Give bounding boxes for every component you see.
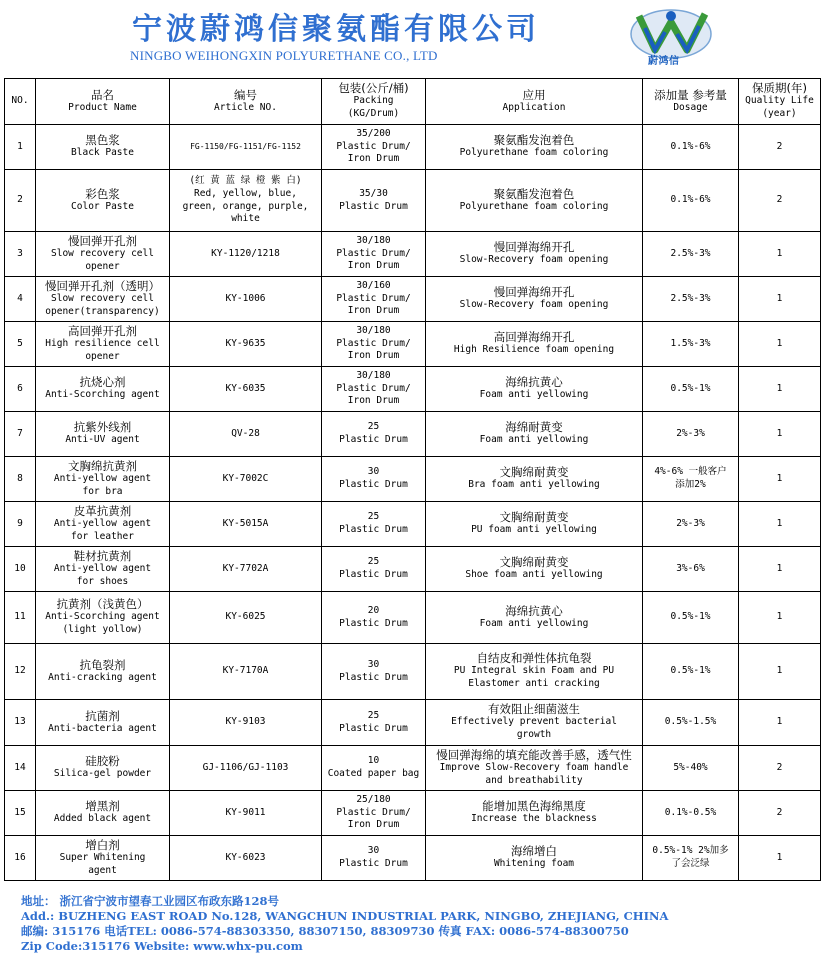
cell-packing: 10 Coated paper bag: [322, 746, 426, 791]
header-application: 应用 Application: [426, 79, 643, 125]
cell-application: 文胸绵耐黄变 Shoe foam anti yellowing: [426, 547, 643, 592]
cell-application: 高回弹海绵开孔 High Resilience foam opening: [426, 322, 643, 367]
footer-address-cn: 地址： 浙江省宁波市望春工业园区布政东路128号: [21, 894, 280, 908]
cell-application: 聚氨酯发泡着色 Polyurethane foam coloring: [426, 125, 643, 170]
header-dosage: 添加量 参考量 Dosage: [643, 79, 739, 125]
cell-no: 11: [5, 592, 36, 644]
cell-product-name: 抗龟裂剂 Anti-cracking agent: [36, 644, 170, 700]
cell-application: 能增加黑色海绵黑度 Increase the blackness: [426, 791, 643, 836]
table-row: [5, 367, 821, 412]
table-row: [5, 277, 821, 322]
cell-article-no: KY-6023: [170, 836, 322, 881]
cell-application: 海绵抗黄心 Foam anti yellowing: [426, 592, 643, 644]
company-name-cn: 宁波蔚鸿信聚氨酯有限公司: [132, 12, 540, 47]
cell-article-no: FG-1150/FG-1151/FG-1152: [170, 125, 322, 170]
cell-packing: 35/30 Plastic Drum: [322, 170, 426, 232]
cell-application: 海绵抗黄心 Foam anti yellowing: [426, 367, 643, 412]
cell-dosage: 2%-3%: [643, 502, 739, 547]
cell-application: 海绵耐黄变 Foam anti yellowing: [426, 412, 643, 457]
table-row: [5, 125, 821, 170]
cell-dosage: 5%-40%: [643, 746, 739, 791]
cell-product-name: 鞋材抗黄剂 Anti-yellow agent for shoes: [36, 547, 170, 592]
cell-application: 慢回弹海绵开孔 Slow-Recovery foam opening: [426, 277, 643, 322]
cell-dosage: 0.5%-1%: [643, 592, 739, 644]
cell-product-name: 高回弹开孔剂 High resilience cell opener: [36, 322, 170, 367]
cell-quality-life: 2: [739, 791, 821, 836]
cell-article-no: KY-6035: [170, 367, 322, 412]
cell-product-name: 慢回弹开孔剂 Slow recovery cell opener: [36, 232, 170, 277]
table-row: [5, 232, 821, 277]
cell-product-name: 文胸绵抗黄剂 Anti-yellow agent for bra: [36, 457, 170, 502]
cell-article-no: (红 黄 蓝 绿 橙 紫 白) Red, yellow, blue, green, orange, purple, white: [170, 170, 322, 232]
cell-application: 文胸绵耐黄变 PU foam anti yellowing: [426, 502, 643, 547]
cell-packing: 25/180 Plastic Drum/ Iron Drum: [322, 791, 426, 836]
cell-no: 8: [5, 457, 36, 502]
cell-quality-life: 2: [739, 125, 821, 170]
cell-dosage: 0.1%-6%: [643, 170, 739, 232]
cell-application: 海绵增白 Whitening foam: [426, 836, 643, 881]
cell-application: 自结皮和弹性体抗龟裂 PU Integral skin Foam and PU Elastomer anti cracking: [426, 644, 643, 700]
cell-packing: 25 Plastic Drum: [322, 502, 426, 547]
cell-quality-life: 1: [739, 700, 821, 746]
cell-product-name: 黑色浆 Black Paste: [36, 125, 170, 170]
cell-no: 13: [5, 700, 36, 746]
cell-application: 文胸绵耐黄变 Bra foam anti yellowing: [426, 457, 643, 502]
table-row: [5, 700, 821, 746]
cell-dosage: 4%-6% 一般客户 添加2%: [643, 457, 739, 502]
cell-article-no: KY-9011: [170, 791, 322, 836]
cell-packing: 30 Plastic Drum: [322, 457, 426, 502]
header: [0, 0, 825, 75]
footer-address-en: Add.: BUZHENG EAST ROAD No.128, WANGCHUN INDUSTRIAL PARK, NINGBO, ZHEJIANG, CHINA: [21, 909, 669, 923]
header-product-name: 品名 Product Name: [36, 79, 170, 125]
cell-packing: 20 Plastic Drum: [322, 592, 426, 644]
cell-article-no: KY-1120/1218: [170, 232, 322, 277]
cell-dosage: 2.5%-3%: [643, 232, 739, 277]
cell-article-no: KY-7170A: [170, 644, 322, 700]
cell-article-no: KY-7002C: [170, 457, 322, 502]
logo-text: 蔚鸿信: [648, 56, 680, 67]
cell-quality-life: 1: [739, 322, 821, 367]
cell-product-name: 增白剂 Super Whitening agent: [36, 836, 170, 881]
table-body: [5, 125, 821, 881]
cell-product-name: 抗黄剂（浅黄色） Anti-Scorching agent (light yollow): [36, 592, 170, 644]
header-article-no: 编号 Article NO.: [170, 79, 322, 125]
cell-no: 14: [5, 746, 36, 791]
cell-quality-life: 1: [739, 644, 821, 700]
cell-quality-life: 1: [739, 592, 821, 644]
table-header-row: [5, 79, 821, 125]
cell-dosage: 1.5%-3%: [643, 322, 739, 367]
cell-packing: 30 Plastic Drum: [322, 836, 426, 881]
cell-no: 5: [5, 322, 36, 367]
cell-no: 16: [5, 836, 36, 881]
cell-dosage: 0.5%-1% 2%加多 了会泛绿: [643, 836, 739, 881]
cell-article-no: KY-6025: [170, 592, 322, 644]
cell-article-no: GJ-1106/GJ-1103: [170, 746, 322, 791]
cell-product-name: 增黑剂 Added black agent: [36, 791, 170, 836]
cell-article-no: KY-7702A: [170, 547, 322, 592]
cell-quality-life: 1: [739, 232, 821, 277]
cell-no: 2: [5, 170, 36, 232]
cell-dosage: 0.5%-1%: [643, 367, 739, 412]
cell-no: 6: [5, 367, 36, 412]
cell-quality-life: 1: [739, 502, 821, 547]
cell-no: 10: [5, 547, 36, 592]
cell-product-name: 彩色浆 Color Paste: [36, 170, 170, 232]
cell-no: 9: [5, 502, 36, 547]
product-table: [4, 78, 821, 881]
cell-packing: 25 Plastic Drum: [322, 700, 426, 746]
cell-quality-life: 1: [739, 412, 821, 457]
cell-product-name: 硅胶粉 Silica-gel powder: [36, 746, 170, 791]
cell-quality-life: 1: [739, 457, 821, 502]
cell-packing: 35/200 Plastic Drum/ Iron Drum: [322, 125, 426, 170]
cell-no: 3: [5, 232, 36, 277]
cell-product-name: 慢回弹开孔剂（透明） Slow recovery cell opener(transparency): [36, 277, 170, 322]
cell-quality-life: 2: [739, 746, 821, 791]
cell-no: 15: [5, 791, 36, 836]
cell-packing: 25 Plastic Drum: [322, 412, 426, 457]
cell-application: 慢回弹海绵的填充能改善手感，透气性 Improve Slow-Recovery foam handle and breathability: [426, 746, 643, 791]
table-row: [5, 170, 821, 232]
cell-product-name: 抗紫外线剂 Anti-UV agent: [36, 412, 170, 457]
cell-packing: 30 Plastic Drum: [322, 644, 426, 700]
header-packing: 包装(公斤/桶) Packing (KG/Drum): [322, 79, 426, 125]
cell-article-no: KY-9103: [170, 700, 322, 746]
cell-dosage: 3%-6%: [643, 547, 739, 592]
cell-dosage: 0.5%-1%: [643, 644, 739, 700]
footer: [21, 894, 668, 954]
footer-zip-website: Zip Code:315176 Website: www.whx-pu.com: [21, 939, 303, 953]
table-row: [5, 836, 821, 881]
cell-quality-life: 1: [739, 277, 821, 322]
cell-no: 12: [5, 644, 36, 700]
table-row: [5, 791, 821, 836]
cell-product-name: 皮革抗黄剂 Anti-yellow agent for leather: [36, 502, 170, 547]
cell-application: 有效阻止细菌滋生 Effectively prevent bacterial growth: [426, 700, 643, 746]
cell-no: 1: [5, 125, 36, 170]
cell-application: 慢回弹海绵开孔 Slow-Recovery foam opening: [426, 232, 643, 277]
cell-article-no: KY-1006: [170, 277, 322, 322]
table-row: [5, 592, 821, 644]
cell-dosage: 2%-3%: [643, 412, 739, 457]
table-row: [5, 746, 821, 791]
table-row: [5, 322, 821, 367]
cell-product-name: 抗烧心剂 Anti-Scorching agent: [36, 367, 170, 412]
header-no: NO.: [5, 79, 36, 125]
cell-article-no: QV-28: [170, 412, 322, 457]
cell-product-name: 抗菌剂 Anti-bacteria agent: [36, 700, 170, 746]
cell-dosage: 0.5%-1.5%: [643, 700, 739, 746]
footer-contact: 邮编: 315176 电话TEL: 0086-574-88303350, 88307150, 88309730 传真 FAX: 0086-574-88300750: [21, 924, 629, 938]
cell-packing: 30/160 Plastic Drum/ Iron Drum: [322, 277, 426, 322]
cell-quality-life: 1: [739, 547, 821, 592]
table-row: [5, 457, 821, 502]
table-row: [5, 644, 821, 700]
cell-quality-life: 1: [739, 367, 821, 412]
cell-article-no: KY-5015A: [170, 502, 322, 547]
cell-quality-life: 2: [739, 170, 821, 232]
cell-no: 4: [5, 277, 36, 322]
table-row: [5, 502, 821, 547]
header-quality-life: 保质期(年) Quality Life (year): [739, 79, 821, 125]
cell-packing: 25 Plastic Drum: [322, 547, 426, 592]
cell-quality-life: 1: [739, 836, 821, 881]
company-name-en: NINGBO WEIHONGXIN POLYURETHANE CO., LTD: [130, 48, 438, 63]
table-row: [5, 547, 821, 592]
cell-dosage: 0.1%-6%: [643, 125, 739, 170]
cell-no: 7: [5, 412, 36, 457]
cell-dosage: 2.5%-3%: [643, 277, 739, 322]
cell-packing: 30/180 Plastic Drum/ Iron Drum: [322, 322, 426, 367]
cell-packing: 30/180 Plastic Drum/ Iron Drum: [322, 232, 426, 277]
cell-dosage: 0.1%-0.5%: [643, 791, 739, 836]
table-row: [5, 412, 821, 457]
cell-article-no: KY-9635: [170, 322, 322, 367]
cell-packing: 30/180 Plastic Drum/ Iron Drum: [322, 367, 426, 412]
cell-application: 聚氨酯发泡着色 Polyurethane foam coloring: [426, 170, 643, 232]
